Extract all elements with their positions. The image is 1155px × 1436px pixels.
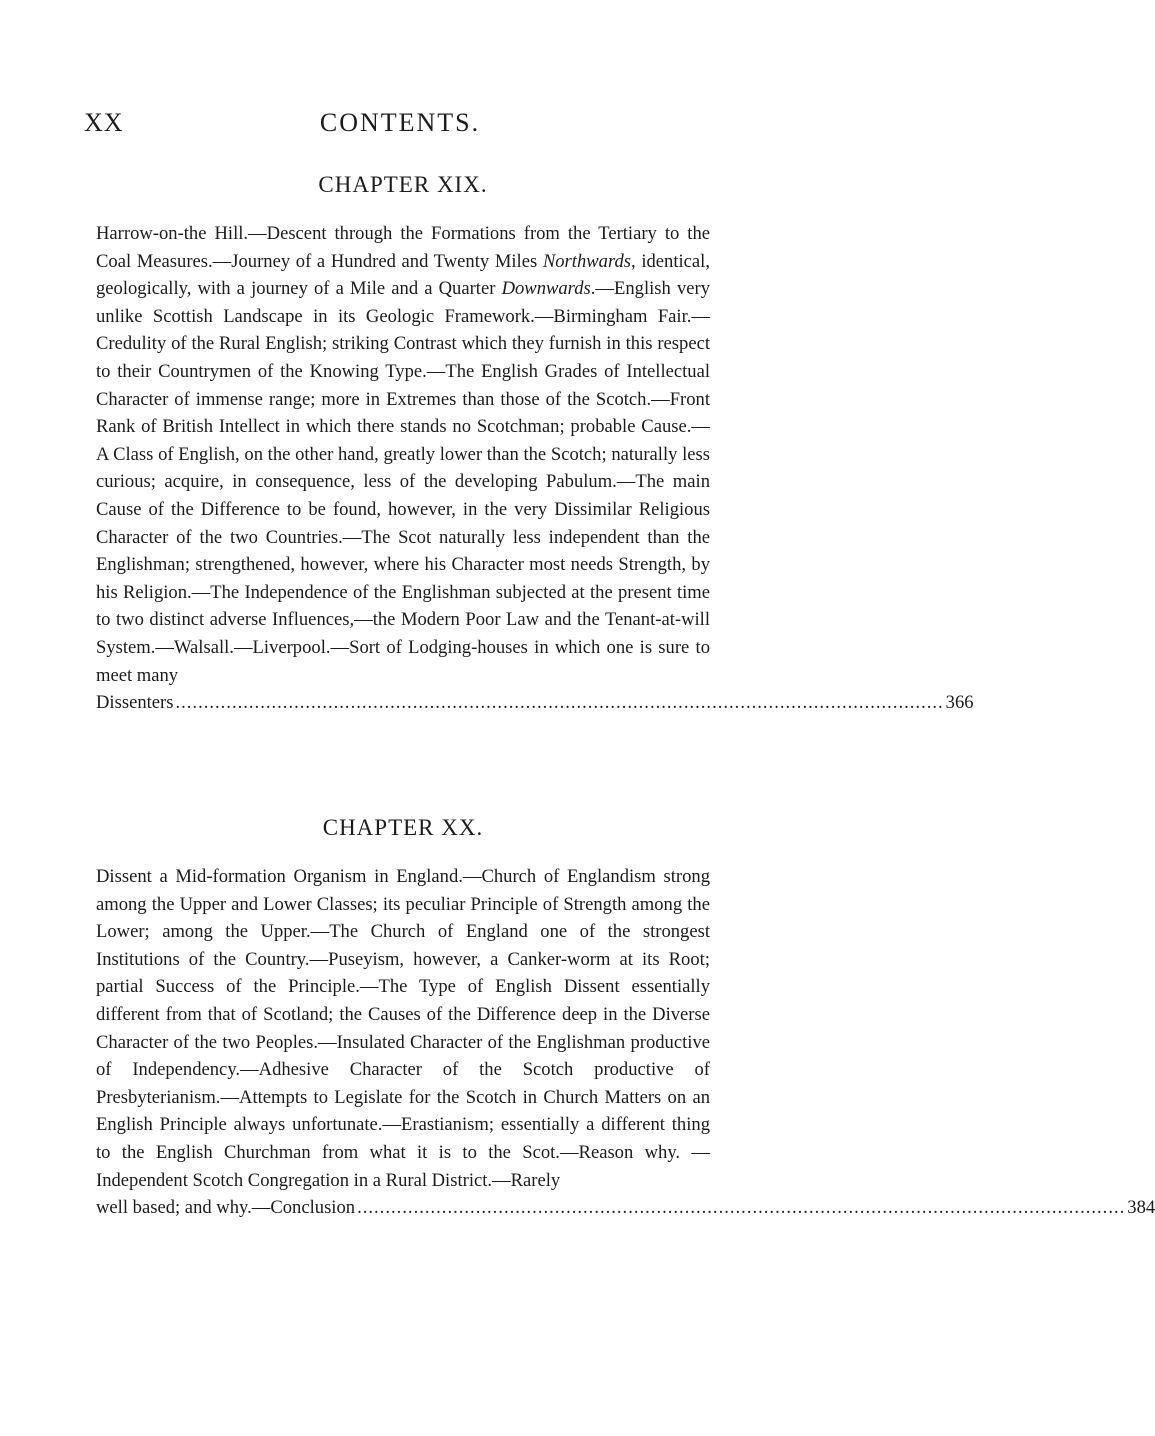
summary-last-line: well based; and why.—Conclusion bbox=[96, 1197, 356, 1219]
summary-italic-text: Northwards bbox=[542, 250, 632, 272]
summary-text: , identical, geologically, with a journey of a Mile and a Quarter bbox=[96, 250, 710, 300]
chapter-20-entry bbox=[96, 815, 1155, 1222]
chapter-page-number: 384 bbox=[1127, 1197, 1155, 1219]
summary-text: .—English very unlike Scottish Landscape in its Geologic Framework.—Birmingham Fair.—Credulity of the Rural English; striking Contrast which they furnish in this respect to their Countrymen of the Knowing Type.—The English Grades of Intellectual Character of immense range; more in Extremes than those of the Scotch.—Front Rank of British Intellect in which there stands no Scotchman; probable Cause.—A Class of English, on the other hand, greatly lower than the Scotch; naturally less curious; acquire, in consequence, less of the developing Pabulum.—The main Cause of the Difference to be found, however, in the very Dissimilar Religious Character of the two Countries.—The Scot naturally less independent than the Englishman; strengthened, however, where his Character most needs Strength, by his Religion.—The Independence of the Englishman subjected at the present time to two distinct adverse Influences,—the Modern Poor Law and the Tenant-at-will System.—Walsall.—Liverpool.—Sort of Lodging-houses in which one is sure to meet many bbox=[96, 278, 710, 686]
running-title: CONTENTS. bbox=[319, 108, 481, 137]
chapter-summary: Dissent a Mid-formation Organism in England.—Church of Englandism strong among the Upper and Lower Classes; its peculiar Principle of Strength among the Lower; among the Upper.—The Church of England one of the strongest Institutions of the Country.—Puseyism, however, a Canker-worm at its Root; partial Success of the Principle.—The Type of English Dissent essentially different from that of Scotland; the Causes of the Difference deep in the Diverse Character of the two Peoples.—Insulated Character of the Englishman productive of Independency.—Adhesive Character of the Scotch productive of Presbyterianism.—Attempts to Legislate for the Scotch in Church Matters on an English Principle always unfortunate.—Erastianism; essentially a different thing to the English Churchman from what it is to the Scot.—Reason why. —Independent Scotch Congregation in a Rural District.—Rarely bbox=[96, 866, 710, 1191]
chapter-19-entry bbox=[96, 172, 974, 717]
toc-leader-line bbox=[96, 689, 974, 717]
summary-last-line: Dissenters bbox=[96, 692, 174, 714]
toc-leader-line bbox=[96, 1194, 1155, 1222]
summary-italic-text: Downwards bbox=[501, 278, 591, 300]
chapter-summary bbox=[96, 220, 710, 689]
dot-leader: ........................................................................................................................................ bbox=[175, 692, 944, 714]
page-number: XX bbox=[84, 108, 124, 137]
chapter-heading: CHAPTER XIX. bbox=[318, 172, 488, 197]
dot-leader: ........................................................................................................................................ bbox=[357, 1197, 1126, 1219]
chapter-page-number: 366 bbox=[945, 692, 974, 714]
chapter-heading: CHAPTER XX. bbox=[322, 815, 484, 840]
running-head bbox=[84, 108, 716, 148]
summary-text: Harrow-on-the Hill.—Descent through the Formations from the Tertiary to the Coal Measures.—Journey of a Hundred and Twenty Miles bbox=[96, 223, 710, 272]
